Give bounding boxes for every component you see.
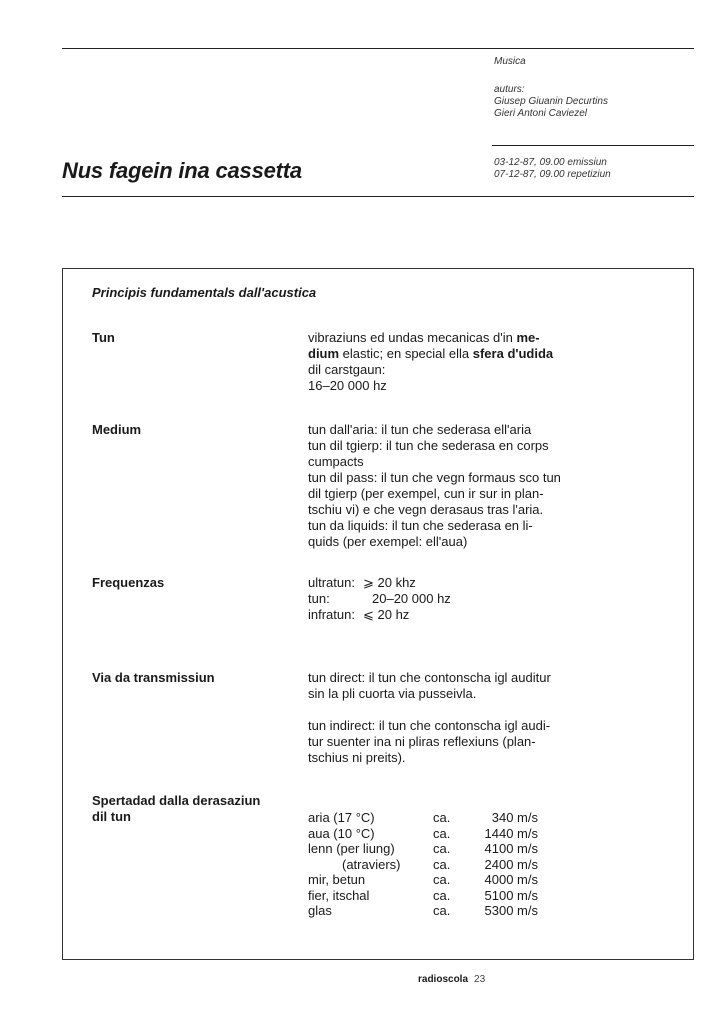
speed-medium: aua (10 °C) (308, 825, 375, 841)
medium-line: tun da liquids: il tun che sederasa en li- (308, 518, 533, 533)
table-row (308, 888, 538, 904)
medium-line: tun dall'aria: il tun che sederasa ell'aria (308, 422, 532, 437)
freq-label: infratun: (308, 607, 355, 622)
medium-line: tschiu vi) e che vegn derasaus tras l'aria. (308, 502, 544, 517)
freq-label: ultratun: (308, 575, 355, 590)
page-title: Nus fagein ina cassetta (62, 158, 302, 183)
tun-bold-medium-1: me- (516, 330, 540, 345)
broadcast-emission: 03-12-87, 09.00 emissiun (494, 157, 607, 168)
table-row (308, 903, 538, 919)
speed-value: 5300 m/s (484, 903, 538, 918)
table-row (308, 872, 538, 888)
page-footer (418, 974, 485, 985)
speed-ca: ca. (433, 810, 451, 825)
speed-ca: ca. (433, 841, 451, 856)
freq-row (308, 575, 618, 591)
speed-medium: aria (17 °C) (308, 810, 375, 825)
author-2: Gieri Antoni Caviezel (494, 108, 588, 119)
term-via: Via da transmissiun (92, 670, 215, 685)
speed-medium: glas (308, 903, 332, 918)
via-line: tun direct: il tun che contonscha igl auditur (308, 670, 551, 685)
speed-medium: lenn (per liung) (308, 841, 395, 856)
tun-bold-sfera: sfera d'udida (472, 346, 554, 361)
freq-value: ⩽ 20 hz (363, 607, 410, 622)
header-bottom-rule (62, 196, 694, 197)
spertadad-line-2: dil tun (92, 809, 131, 824)
medium-line: tun dil pass: il tun che vegn formaus sco tun (308, 470, 561, 485)
tun-bold-medium-2: dium (308, 346, 340, 361)
term-spertadad (92, 793, 260, 825)
page-number: 23 (474, 974, 486, 985)
via-line: sin la pli cuorta via pusseivla. (308, 686, 477, 701)
category-label: Musica (494, 56, 526, 67)
tun-text-1: vibraziuns ed undas mecanicas d'in (308, 330, 517, 345)
tun-text-3: dil carstgaun: (308, 362, 386, 377)
speed-medium: mir, betun (308, 872, 366, 887)
table-row (308, 826, 538, 842)
medium-line: cumpacts (308, 454, 364, 469)
header-mid-rule (492, 145, 694, 146)
via-line: tschius ni preits). (308, 750, 406, 765)
speed-ca: ca. (433, 903, 451, 918)
speed-medium: fier, itschal (308, 887, 370, 903)
medium-line: quids (per exempel: ell'aua) (308, 534, 468, 549)
via-line: tun indirect: il tun che contonscha igl audi- (308, 718, 551, 733)
freq-value: 20–20 000 hz (372, 591, 451, 606)
table-row (308, 810, 538, 826)
medium-line: dil tgierp (per exempel, cun ir sur in plan- (308, 486, 544, 501)
speed-ca: ca. (433, 872, 451, 887)
speed-value: 1440 m/s (484, 825, 538, 841)
freq-value: ⩾ 20 khz (363, 575, 416, 590)
term-frequenzas: Frequenzas (92, 575, 165, 590)
freq-label: tun: (308, 591, 330, 606)
tun-range: 16–20 000 hz (308, 378, 387, 393)
definition-via (308, 670, 618, 766)
footer-brand: radioscola (418, 974, 469, 985)
speed-medium: (atraviers) (342, 856, 401, 872)
via-line: tur suenter ina ni pliras reflexiuns (plan- (308, 734, 536, 749)
speed-table (308, 810, 538, 919)
broadcast-repetition: 07-12-87, 09.00 repetiziun (494, 169, 611, 180)
speed-value: 4000 m/s (484, 872, 538, 887)
speed-value: 2400 m/s (484, 856, 538, 872)
freq-row (308, 607, 618, 623)
table-row (308, 857, 538, 873)
header-top-rule (62, 48, 694, 49)
speed-ca: ca. (433, 825, 451, 841)
definition-medium (308, 422, 618, 550)
author-1: Giusep Giuanin Decurtins (494, 96, 608, 107)
freq-row (308, 591, 618, 607)
authors-label: auturs: (494, 84, 525, 95)
speed-ca: ca. (433, 887, 451, 903)
speed-value: 340 m/s (491, 810, 538, 825)
term-medium: Medium (92, 422, 142, 437)
medium-line: tun dil tgierp: il tun che sederasa en corps (308, 438, 549, 453)
speed-ca: ca. (433, 856, 451, 872)
tun-text-2: elastic; en special ella (339, 346, 473, 361)
box-title: Principis fundamentals dall'acustica (92, 285, 317, 300)
speed-value: 4100 m/s (484, 841, 538, 856)
term-tun: Tun (92, 330, 115, 345)
table-row (308, 841, 538, 857)
speed-value: 5100 m/s (484, 887, 538, 903)
definition-tun (308, 330, 618, 394)
definition-frequenzas (308, 575, 618, 623)
spertadad-line-1: Spertadad dalla derasaziun (92, 793, 261, 808)
